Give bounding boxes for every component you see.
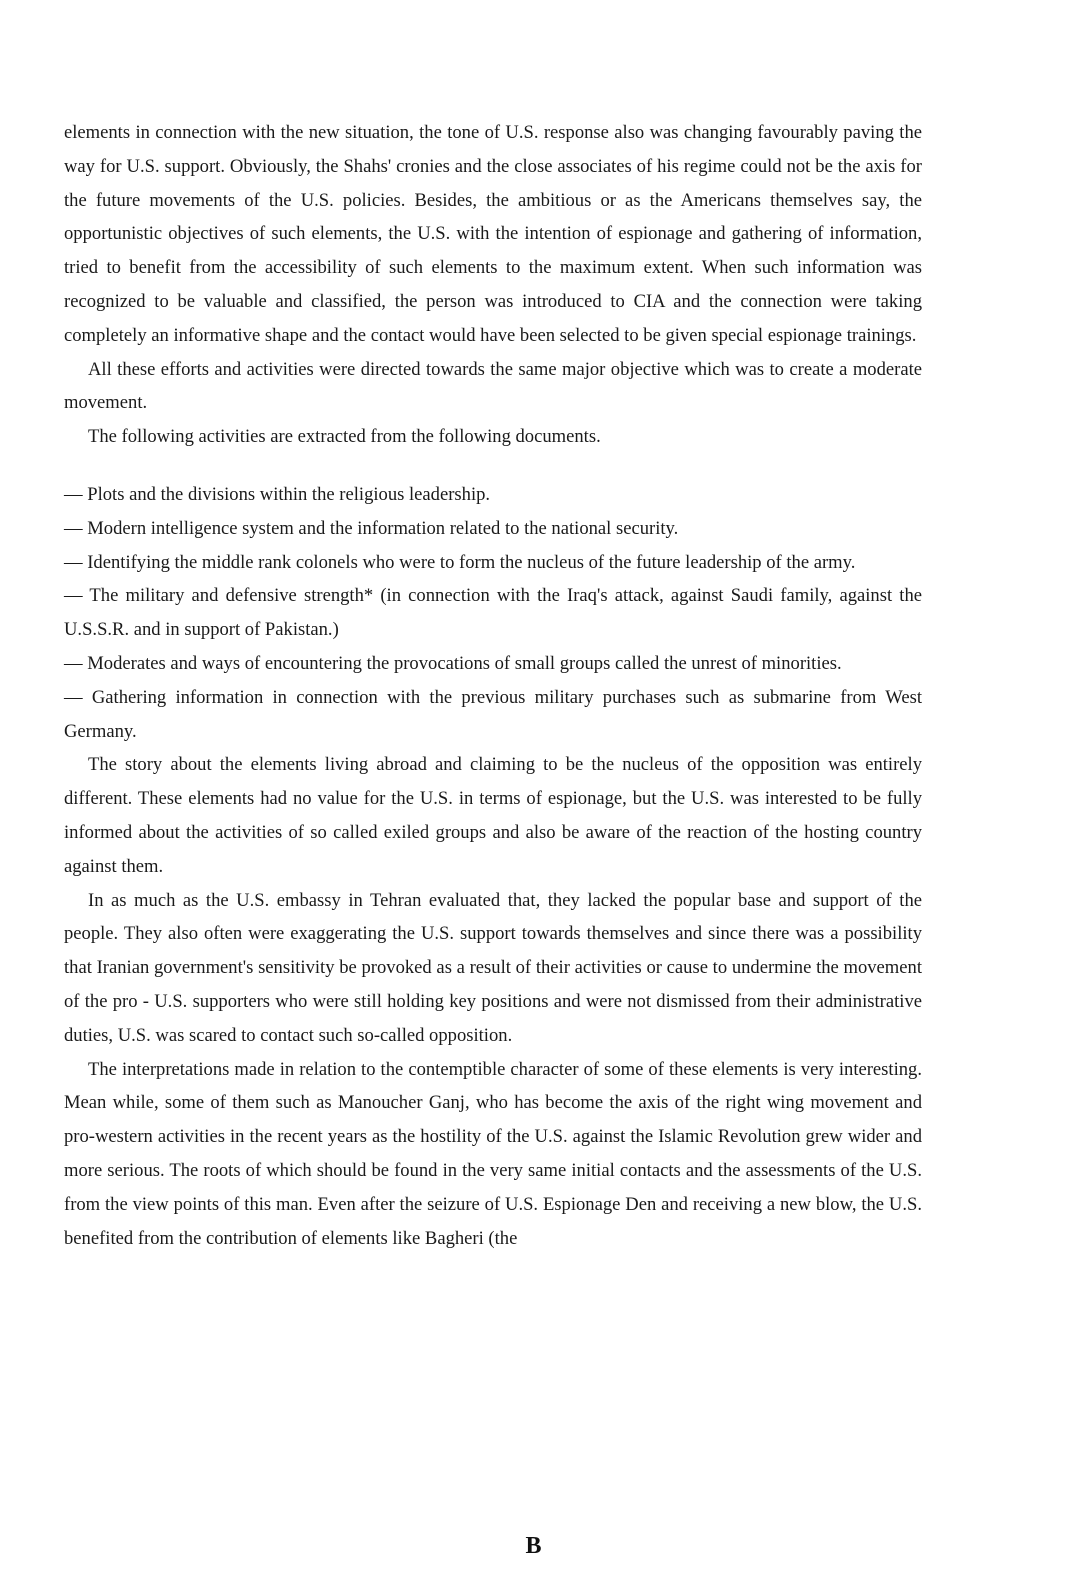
paragraph-4: The story about the elements living abroad and claiming to be the nucleus of the opposition was entirely different. These elements had no value for the U.S. in terms of espionage, but the U.S. was interested to be fully informed about the activities of so called exiled groups and also be aware of the reaction of the hosting country against them. bbox=[64, 754, 922, 877]
paragraph-6: The interpretations made in relation to the contemptible character of some of these elements is very interesting. Mean while, some of them such as Manoucher Ganj, who has become the axis of the right wing movement and pro-western activities in the recent years as the hostility of the U.S. against the Islamic Revolution grew wider and more serious. The roots of which should be found in the very same initial contacts and the assessments of the U.S. from the view points of this man. Even after the seizure of U.S. Espionage Den and receiving a new blow, the U.S. benefited from the contribution of elements like Bagheri (the bbox=[64, 1058, 922, 1249]
document-page bbox=[64, 116, 922, 1255]
paragraph-1: elements in connection with the new situation, the tone of U.S. response also was changing favourably paving the way for U.S. support. Obviously, the Shahs' cronies and the close associates of his regime could not be the axis for the future movements of the U.S. policies. Besides, the ambitious or as the Americans themselves say, the opportunistic objectives of such elements, the U.S. with the intention of espionage and gathering of information, tried to benefit from the accessibility of such elements to the maximum extent. When such information was recognized to be valuable and classified, the person was introduced to CIA and the connection were taking completely an informative shape and the contact would have been selected to be given special espionage trainings. bbox=[64, 122, 922, 346]
paragraph-2: All these efforts and activities were directed towards the same major objective which was to create a moderate movement. bbox=[64, 358, 922, 414]
list-item-1: — Plots and the divisions within the religious leadership. bbox=[64, 483, 491, 505]
list-item-3: — Identifying the middle rank colonels who were to form the nucleus of the future leadership of the army. bbox=[64, 551, 856, 573]
paragraph-3: The following activities are extracted from the following documents. bbox=[88, 426, 601, 448]
page-number: B bbox=[525, 1533, 542, 1559]
list-item-5: — Moderates and ways of encountering the provocations of small groups called the unrest of minorities. bbox=[64, 652, 842, 674]
list-item-4: — The military and defensive strength* (in connection with the Iraq's attack, against Saudi family, against the U.S.S.R. and in support of Pakistan.) bbox=[64, 585, 922, 641]
list-item-6: — Gathering information in connection with the previous military purchases such as submarine from West Germany. bbox=[64, 686, 922, 742]
list-item-2: — Modern intelligence system and the information related to the national security. bbox=[64, 517, 679, 539]
paragraph-5: In as much as the U.S. embassy in Tehran evaluated that, they lacked the popular base and support of the people. They also often were exaggerating the U.S. support towards themselves and since there was a possibility that Iranian government's sensitivity be provoked as a result of their activities or cause to undermine the movement of the pro - U.S. supporters who were still holding key positions and were not dismissed from their administrative duties, U.S. was scared to contact such so-called opposition. bbox=[64, 889, 922, 1046]
